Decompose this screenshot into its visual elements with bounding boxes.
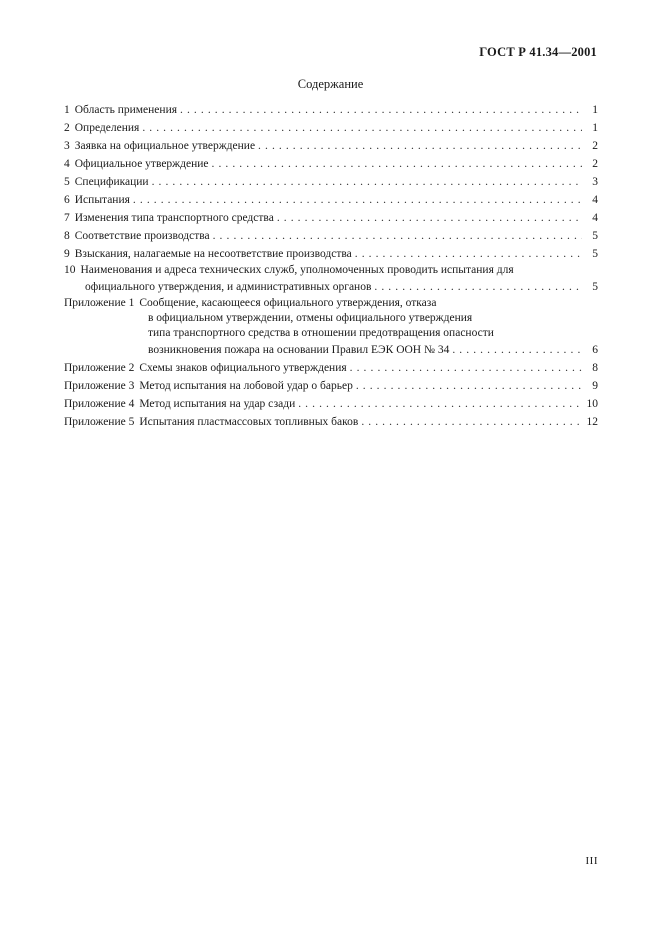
toc-entry-4[interactable] (64, 155, 598, 173)
toc-entry-label: Испытания пластмассовых топливных баков (139, 416, 359, 428)
toc-entry-label: Соответствие производства (74, 230, 210, 242)
toc-entry-number: Приложение 5 (64, 416, 135, 428)
toc-entry-label-line1: Наименования и адреса технических служб, уполномоченных проводить испытания для (80, 264, 514, 276)
toc-entry-number: Приложение 2 (64, 362, 135, 374)
leader-dots (212, 155, 583, 173)
toc-entry-page: 5 (592, 230, 598, 242)
toc-entry-page: 2 (592, 158, 598, 170)
toc-entry-number: Приложение 4 (64, 398, 135, 410)
toc-entry-number: 2 (64, 122, 70, 134)
toc-entry-number: 10 (64, 264, 76, 276)
toc-entry-page: 12 (586, 416, 598, 428)
toc-title: Содержание (297, 77, 364, 91)
toc-entry-page: 1 (592, 104, 598, 116)
page-number: III (585, 855, 598, 867)
toc-entry-number: Приложение 1 (64, 297, 135, 309)
toc-entry-page: 2 (592, 140, 598, 152)
toc-entry-number: 1 (64, 104, 70, 116)
leader-dots (277, 209, 582, 227)
toc-entry-number: 7 (64, 212, 70, 224)
toc-entry-3[interactable] (64, 137, 598, 155)
toc-entry-page: 8 (592, 362, 598, 374)
toc-entry-label: Взыскания, налагаемые на несоответствие производства (74, 248, 352, 260)
toc-entry-2[interactable] (64, 119, 598, 137)
leader-dots (258, 137, 582, 155)
toc-entry-label: Метод испытания на удар сзади (139, 398, 296, 410)
toc-entry-label-line1: Сообщение, касающееся официального утверждения, отказа (139, 297, 437, 309)
toc-entry-1[interactable] (64, 101, 598, 119)
toc-entry-page: 1 (592, 122, 598, 134)
toc-entry-page: 9 (592, 380, 598, 392)
toc-entry-label: Испытания (74, 194, 130, 206)
toc-entry-page: 4 (592, 194, 598, 206)
leader-dots (152, 173, 582, 191)
toc-entry-number: 4 (64, 158, 70, 170)
leader-dots (133, 191, 582, 209)
toc-entry-number: 3 (64, 140, 70, 152)
toc-entry-9[interactable] (64, 245, 598, 263)
toc-entry-label: Заявка на официальное утверждение (74, 140, 256, 152)
leader-dots (374, 278, 582, 296)
toc-entry-appendix-4[interactable] (64, 395, 598, 413)
toc-entry-number: 6 (64, 194, 70, 206)
toc-entry-label: Спецификации (74, 176, 149, 188)
leader-dots (350, 359, 582, 377)
toc-entry-7[interactable] (64, 209, 598, 227)
toc-entry-appendix-3[interactable] (64, 377, 598, 395)
toc-entry-8[interactable] (64, 227, 598, 245)
toc-entry-label: Область применения (74, 104, 178, 116)
toc-entry-10[interactable] (64, 263, 598, 296)
toc-entry-label-line3: типа транспортного средства в отношении предотвращения опасности (148, 327, 494, 339)
toc-entry-page: 6 (592, 344, 598, 356)
toc-entry-label: Метод испытания на лобовой удар о барьер (139, 380, 353, 392)
leader-dots (180, 101, 582, 119)
toc-entry-label: Схемы знаков официального утверждения (139, 362, 347, 374)
leader-dots (452, 341, 582, 359)
leader-dots (142, 119, 582, 137)
document-code: ГОСТ Р 41.34—2001 (479, 45, 597, 59)
table-of-contents (64, 101, 598, 431)
leader-dots (355, 245, 582, 263)
toc-entry-number: 5 (64, 176, 70, 188)
toc-entry-appendix-1[interactable] (64, 296, 598, 359)
leader-dots (298, 395, 582, 413)
toc-entry-label-line4: возникновения пожара на основании Правил ЕЭК ООН № 34 (148, 344, 450, 356)
toc-entry-number: Приложение 3 (64, 380, 135, 392)
toc-entry-appendix-5[interactable] (64, 413, 598, 431)
toc-entry-6[interactable] (64, 191, 598, 209)
toc-entry-number: 8 (64, 230, 70, 242)
toc-entry-page: 5 (592, 248, 598, 260)
leader-dots (356, 377, 582, 395)
toc-entry-label-line2: в официальном утверждении, отмены официального утверждения (148, 312, 473, 324)
toc-entry-label: Изменения типа транспортного средства (74, 212, 274, 224)
leader-dots (213, 227, 582, 245)
toc-entry-appendix-2[interactable] (64, 359, 598, 377)
toc-entry-label: Определения (74, 122, 140, 134)
toc-entry-label: Официальное утверждение (74, 158, 209, 170)
toc-entry-page: 4 (592, 212, 598, 224)
toc-entry-page: 3 (592, 176, 598, 188)
toc-entry-label-line2: официального утверждения, и административных органов (85, 281, 372, 293)
toc-entry-page: 5 (592, 281, 598, 293)
toc-entry-5[interactable] (64, 173, 598, 191)
toc-entry-page: 10 (586, 398, 598, 410)
toc-entry-number: 9 (64, 248, 70, 260)
leader-dots (361, 413, 582, 431)
